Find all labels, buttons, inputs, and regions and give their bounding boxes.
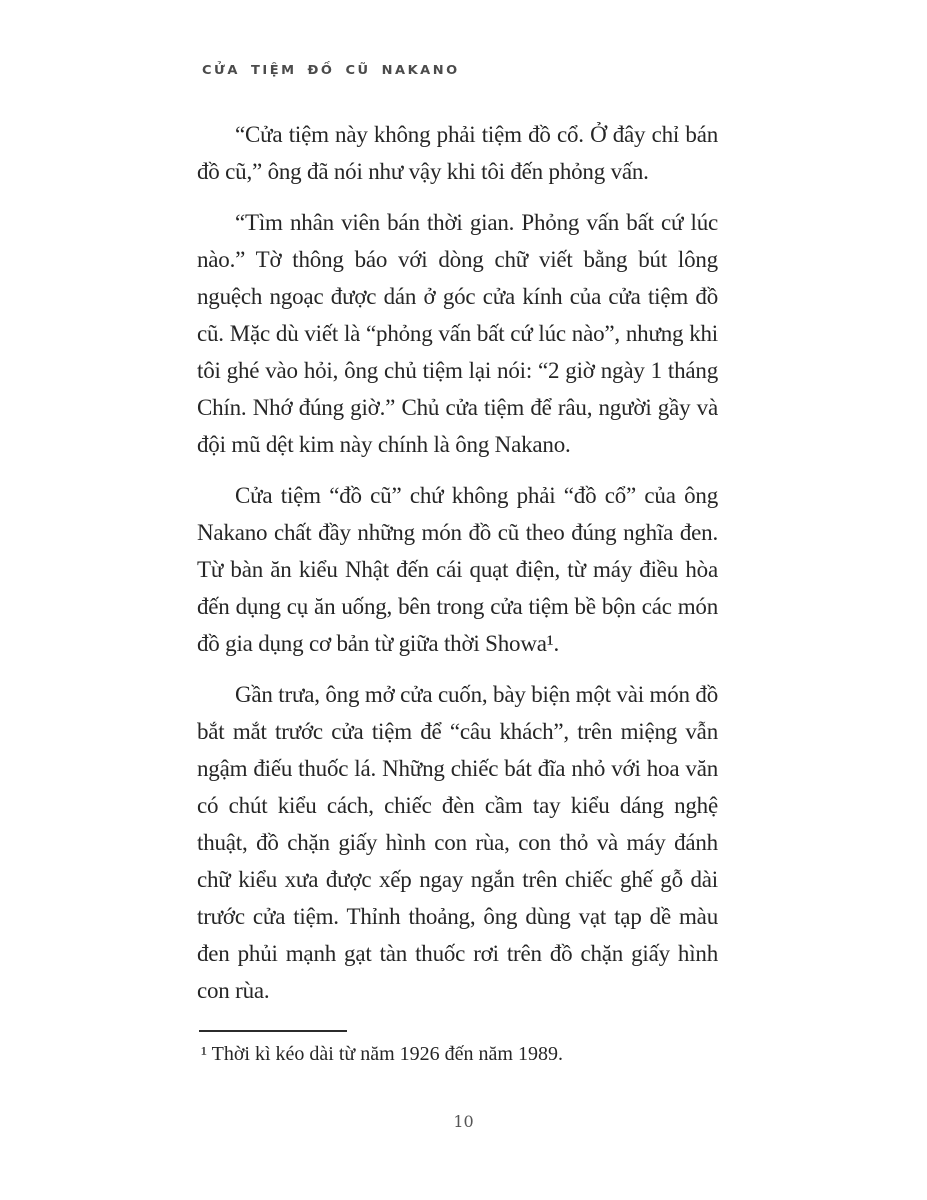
page-number: 10 <box>453 1112 474 1131</box>
footnote-divider <box>199 1030 347 1032</box>
paragraph-3: Cửa tiệm “đồ cũ” chứ không phải “đồ cổ” của ông Nakano chất đầy những món đồ cũ theo đúng nghĩa đen. Từ bàn ăn kiểu Nhật đến cái quạt điện, từ máy điều hòa đến dụng cụ ăn uống, bên trong cửa tiệm bề bộn các món đồ gia dụng cơ bản từ giữa thời Showa¹. <box>197 483 718 656</box>
footnote-block <box>197 1030 718 1068</box>
paragraph-4: Gần trưa, ông mở cửa cuốn, bày biện một vài món đồ bắt mắt trước cửa tiệm để “câu khách”, trên miệng vẫn ngậm điếu thuốc lá. Những chiếc bát đĩa nhỏ với hoa văn có chút kiểu cách, chiếc đèn cầm tay kiểu dáng nghệ thuật, đồ chặn giấy hình con rùa, con thỏ và máy đánh chữ kiểu xưa được xếp ngay ngắn trên chiếc ghế gỗ dài trước cửa tiệm. Thỉnh thoảng, ông dùng vạt tạp dề màu đen phủi mạnh gạt tàn thuốc rơi trên đồ chặn giấy hình con rùa. <box>197 682 718 1003</box>
running-header: CỬA TIỆM ĐỒ CŨ NAKANO <box>202 64 460 78</box>
paragraph-2: “Tìm nhân viên bán thời gian. Phỏng vấn bất cứ lúc nào.” Tờ thông báo với dòng chữ viết bằng bút lông nguệch ngoạc được dán ở góc cửa kính của cửa tiệm đồ cũ. Mặc dù viết là “phỏng vấn bất cứ lúc nào”, nhưng khi tôi ghé vào hỏi, ông chủ tiệm lại nói: “2 giờ ngày 1 tháng Chín. Nhớ đúng giờ.” Chủ cửa tiệm để râu, người gầy và đội mũ dệt kim này chính là ông Nakano. <box>197 210 718 457</box>
paragraph-1: “Cửa tiệm này không phải tiệm đồ cổ. Ở đây chỉ bán đồ cũ,” ông đã nói như vậy khi tôi đến phỏng vấn. <box>197 122 718 184</box>
body-text <box>197 116 718 1009</box>
footnote: ¹ Thời kì kéo dài từ năm 1926 đến năm 1989. <box>201 1043 563 1065</box>
